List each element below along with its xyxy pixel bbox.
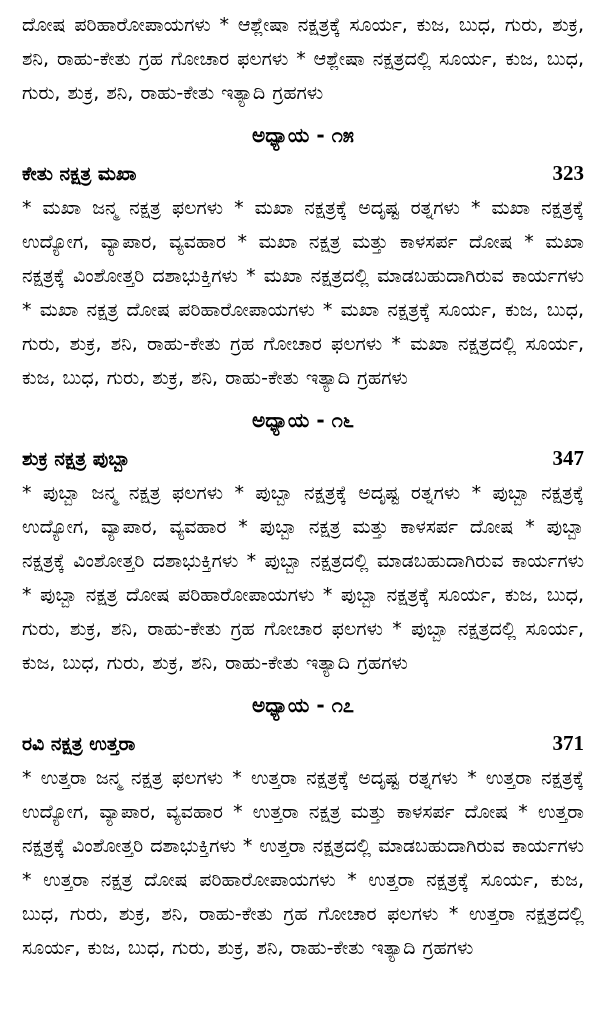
section-header — [22, 441, 584, 476]
page-number: 371 — [552, 731, 584, 755]
section-header — [22, 726, 584, 761]
section-body: * ಪುಬ್ಬಾ ಜನ್ಮ ನಕ್ಷತ್ರ ಫಲಗಳು * ಪುಬ್ಬಾ ನಕ್ಷತ್ರಕ್ಕೆ ಅದೃಷ್ಟ ರತ್ನಗಳು * ಪುಬ್ಬಾ ನಕ್ಷತ್ರಕ್ಕೆ ಉದ್ಯೋಗ, ವ್ಯಾಪಾರ, ವ್ಯವಹಾರ * ಪುಬ್ಬಾ ನಕ್ಷತ್ರ ಮತ್ತು ಕಾಳಸರ್ಪ ದೋಷ * ಪುಬ್ಬಾ ನಕ್ಷತ್ರಕ್ಕೆ ವಿಂಶೋತ್ತರಿ ದಶಾಭುಕ್ತಿಗಳು * ಪುಬ್ಬಾ ನಕ್ಷತ್ರದಲ್ಲಿ ಮಾಡಬಹುದಾಗಿರುವ ಕಾರ್ಯಗಳು * ಪುಬ್ಬಾ ನಕ್ಷತ್ರ ದೋಷ ಪರಿಹಾರೋಪಾಯಗಳು * ಪುಬ್ಬಾ ನಕ್ಷತ್ರಕ್ಕೆ ಸೂರ್ಯ, ಕುಜ, ಬುಧ, ಗುರು, ಶುಕ್ರ, ಶನಿ, ರಾಹು-ಕೇತು ಗ್ರಹ ಗೋಚಾರ ಫಲಗಳು * ಪುಬ್ಬಾ ನಕ್ಷತ್ರದಲ್ಲಿ ಸೂರ್ಯ, ಕುಜ, ಬುಧ, ಗುರು, ಶುಕ್ರ, ಶನಿ, ರಾಹು-ಕೇತು ಇತ್ಯಾದಿ ಗ್ರಹಗಳು — [22, 482, 584, 674]
section-title: ಶುಕ್ರ ನಕ್ಷತ್ರ ಪುಬ್ಬಾ — [22, 448, 131, 470]
page-number: 323 — [552, 161, 584, 185]
page-number: 347 — [552, 446, 584, 470]
contents-page — [22, 8, 584, 965]
chapter-heading: ಅಧ್ಯಾಯ - ೧೫ — [252, 123, 354, 147]
section-chapter-16 — [22, 403, 584, 680]
section-title: ಕೇತು ನಕ್ಷತ್ರ ಮಖಾ — [22, 163, 137, 185]
section-body: * ಉತ್ತರಾ ಜನ್ಮ ನಕ್ಷತ್ರ ಫಲಗಳು * ಉತ್ತರಾ ನಕ್ಷತ್ರಕ್ಕೆ ಅದೃಷ್ಟ ರತ್ನಗಳು * ಉತ್ತರಾ ನಕ್ಷತ್ರಕ್ಕೆ ಉದ್ಯೋಗ, ವ್ಯಾಪಾರ, ವ್ಯವಹಾರ * ಉತ್ತರಾ ನಕ್ಷತ್ರ ಮತ್ತು ಕಾಳಸರ್ಪ ದೋಷ * ಉತ್ತರಾ ನಕ್ಷತ್ರಕ್ಕೆ ವಿಂಶೋತ್ತರಿ ದಶಾಭುಕ್ತಿಗಳು * ಉತ್ತರಾ ನಕ್ಷತ್ರದಲ್ಲಿ ಮಾಡಬಹುದಾಗಿರುವ ಕಾರ್ಯಗಳು * ಉತ್ತರಾ ನಕ್ಷತ್ರ ದೋಷ ಪರಿಹಾರೋಪಾಯಗಳು * ಉತ್ತರಾ ನಕ್ಷತ್ರಕ್ಕೆ ಸೂರ್ಯ, ಕುಜ, ಬುಧ, ಗುರು, ಶುಕ್ರ, ಶನಿ, ರಾಹು-ಕೇತು ಗ್ರಹ ಗೋಚಾರ ಫಲಗಳು * ಉತ್ತರಾ ನಕ್ಷತ್ರದಲ್ಲಿ ಸೂರ್ಯ, ಕುಜ, ಬುಧ, ಗುರು, ಶುಕ್ರ, ಶನಿ, ರಾಹು-ಕೇತು ಇತ್ಯಾದಿ ಗ್ರಹಗಳು — [22, 767, 584, 959]
intro-paragraph: ದೋಷ ಪರಿಹಾರೋಪಾಯಗಳು * ಆಶ್ಲೇಷಾ ನಕ್ಷತ್ರಕ್ಕೆ ಸೂರ್ಯ, ಕುಜ, ಬುಧ, ಗುರು, ಶುಕ್ರ, ಶನಿ, ರಾಹು-ಕೇತು ಗ್ರಹ ಗೋಚಾರ ಫಲಗಳು * ಆಶ್ಲೇಷಾ ನಕ್ಷತ್ರದಲ್ಲಿ ಸೂರ್ಯ, ಕುಜ, ಬುಧ, ಗುರು, ಶುಕ್ರ, ಶನಿ, ರಾಹು-ಕೇತು ಇತ್ಯಾದಿ ಗ್ರಹಗಳು — [22, 14, 584, 104]
chapter-heading: ಅಧ್ಯಾಯ - ೧೭ — [252, 693, 354, 717]
section-header — [22, 156, 584, 191]
section-body: * ಮಖಾ ಜನ್ಮ ನಕ್ಷತ್ರ ಫಲಗಳು * ಮಖಾ ನಕ್ಷತ್ರಕ್ಕೆ ಅದೃಷ್ಟ ರತ್ನಗಳು * ಮಖಾ ನಕ್ಷತ್ರಕ್ಕೆ ಉದ್ಯೋಗ, ವ್ಯಾಪಾರ, ವ್ಯವಹಾರ * ಮಖಾ ನಕ್ಷತ್ರ ಮತ್ತು ಕಾಳಸರ್ಪ ದೋಷ * ಮಖಾ ನಕ್ಷತ್ರಕ್ಕೆ ವಿಂಶೋತ್ತರಿ ದಶಾಭುಕ್ತಿಗಳು * ಮಖಾ ನಕ್ಷತ್ರದಲ್ಲಿ ಮಾಡಬಹುದಾಗಿರುವ ಕಾರ್ಯಗಳು * ಮಖಾ ನಕ್ಷತ್ರ ದೋಷ ಪರಿಹಾರೋಪಾಯಗಳು * ಮಖಾ ನಕ್ಷತ್ರಕ್ಕೆ ಸೂರ್ಯ, ಕುಜ, ಬುಧ, ಗುರು, ಶುಕ್ರ, ಶನಿ, ರಾಹು-ಕೇತು ಗ್ರಹ ಗೋಚಾರ ಫಲಗಳು * ಮಖಾ ನಕ್ಷತ್ರದಲ್ಲಿ ಸೂರ್ಯ, ಕುಜ, ಬುಧ, ಗುರು, ಶುಕ್ರ, ಶನಿ, ರಾಹು-ಕೇತು ಇತ್ಯಾದಿ ಗ್ರಹಗಳು — [22, 197, 584, 389]
section-title: ರವಿ ನಕ್ಷತ್ರ ಉತ್ತರಾ — [22, 733, 136, 755]
chapter-heading: ಅಧ್ಯಾಯ - ೧೬ — [252, 408, 354, 432]
section-chapter-17 — [22, 688, 584, 965]
section-chapter-15 — [22, 118, 584, 395]
